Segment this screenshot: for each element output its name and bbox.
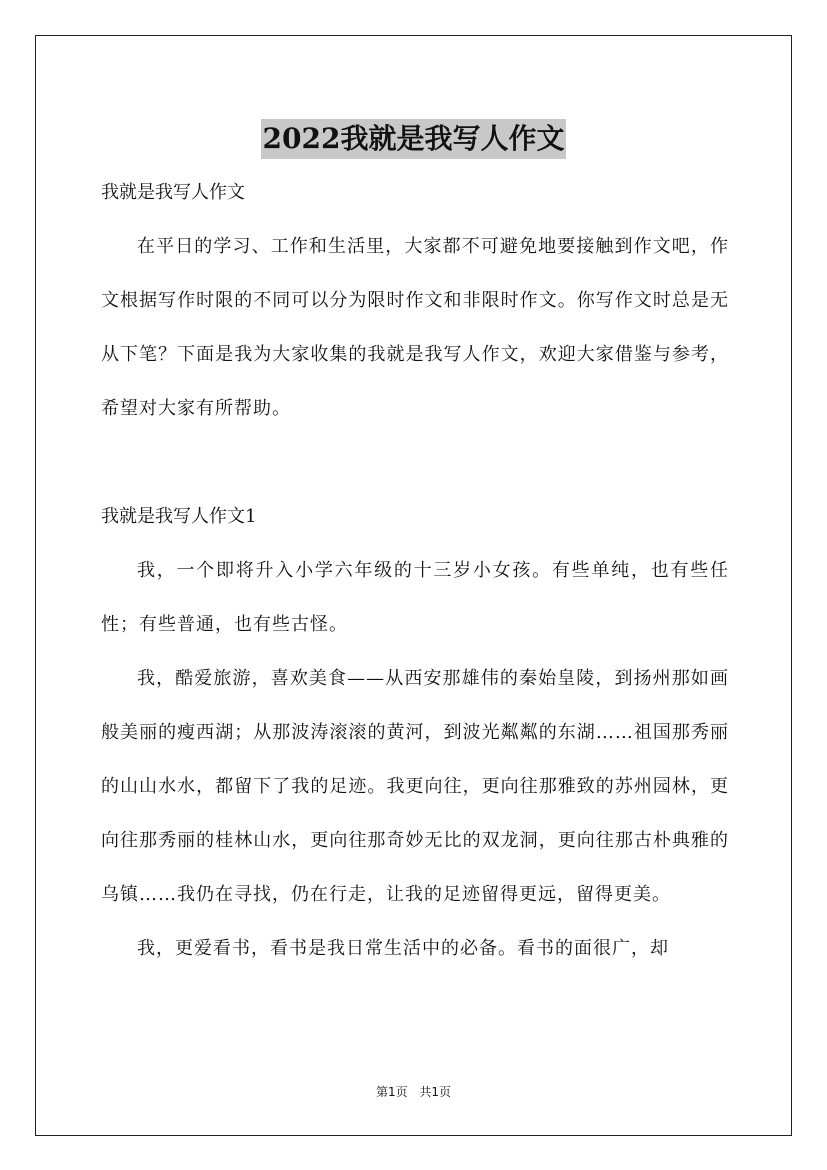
document-body (101, 166, 729, 976)
body-paragraph: 我，更爱看书，看书是我日常生活中的必备。看书的面很广，却 (137, 938, 669, 959)
document-title: 2022我就是我写人作文 (261, 119, 567, 159)
section-heading: 我就是我写人作文1 (101, 506, 257, 527)
body-paragraph: 我，酷爱旅游，喜欢美食——从西安那雄伟的秦始皇陵，到扬州那如画般美丽的瘦西湖；从那波涛滚滚的黄河，到波光粼粼的东湖……祖国那秀丽的山山水水，都留下了我的足迹。我更向往，更向往那雅致的苏州园林，更向往那秀丽的桂林山水，更向往那奇妙无比的双龙洞，更向往那古朴典雅的乌镇……我仍在寻找，仍在行走，让我的足迹留得更远，留得更美。 (101, 668, 729, 905)
intro-heading: 我就是我写人作文 (101, 182, 245, 203)
page-number: 第1页 (375, 1085, 408, 1099)
section-gap (101, 436, 729, 490)
page-footer (0, 1083, 827, 1101)
body-paragraph: 我，一个即将升入小学六年级的十三岁小女孩。有些单纯，也有些任性；有些普通，也有些古怪。 (101, 560, 729, 635)
page-total: 共1页 (419, 1085, 452, 1099)
intro-paragraph: 在平日的学习、工作和生活里，大家都不可避免地要接触到作文吧，作文根据写作时限的不同可以分为限时作文和非限时作文。你写作文时总是无从下笔？下面是我为大家收集的我就是我写人作文，欢迎大家借鉴与参考，希望对大家有所帮助。 (101, 236, 729, 419)
